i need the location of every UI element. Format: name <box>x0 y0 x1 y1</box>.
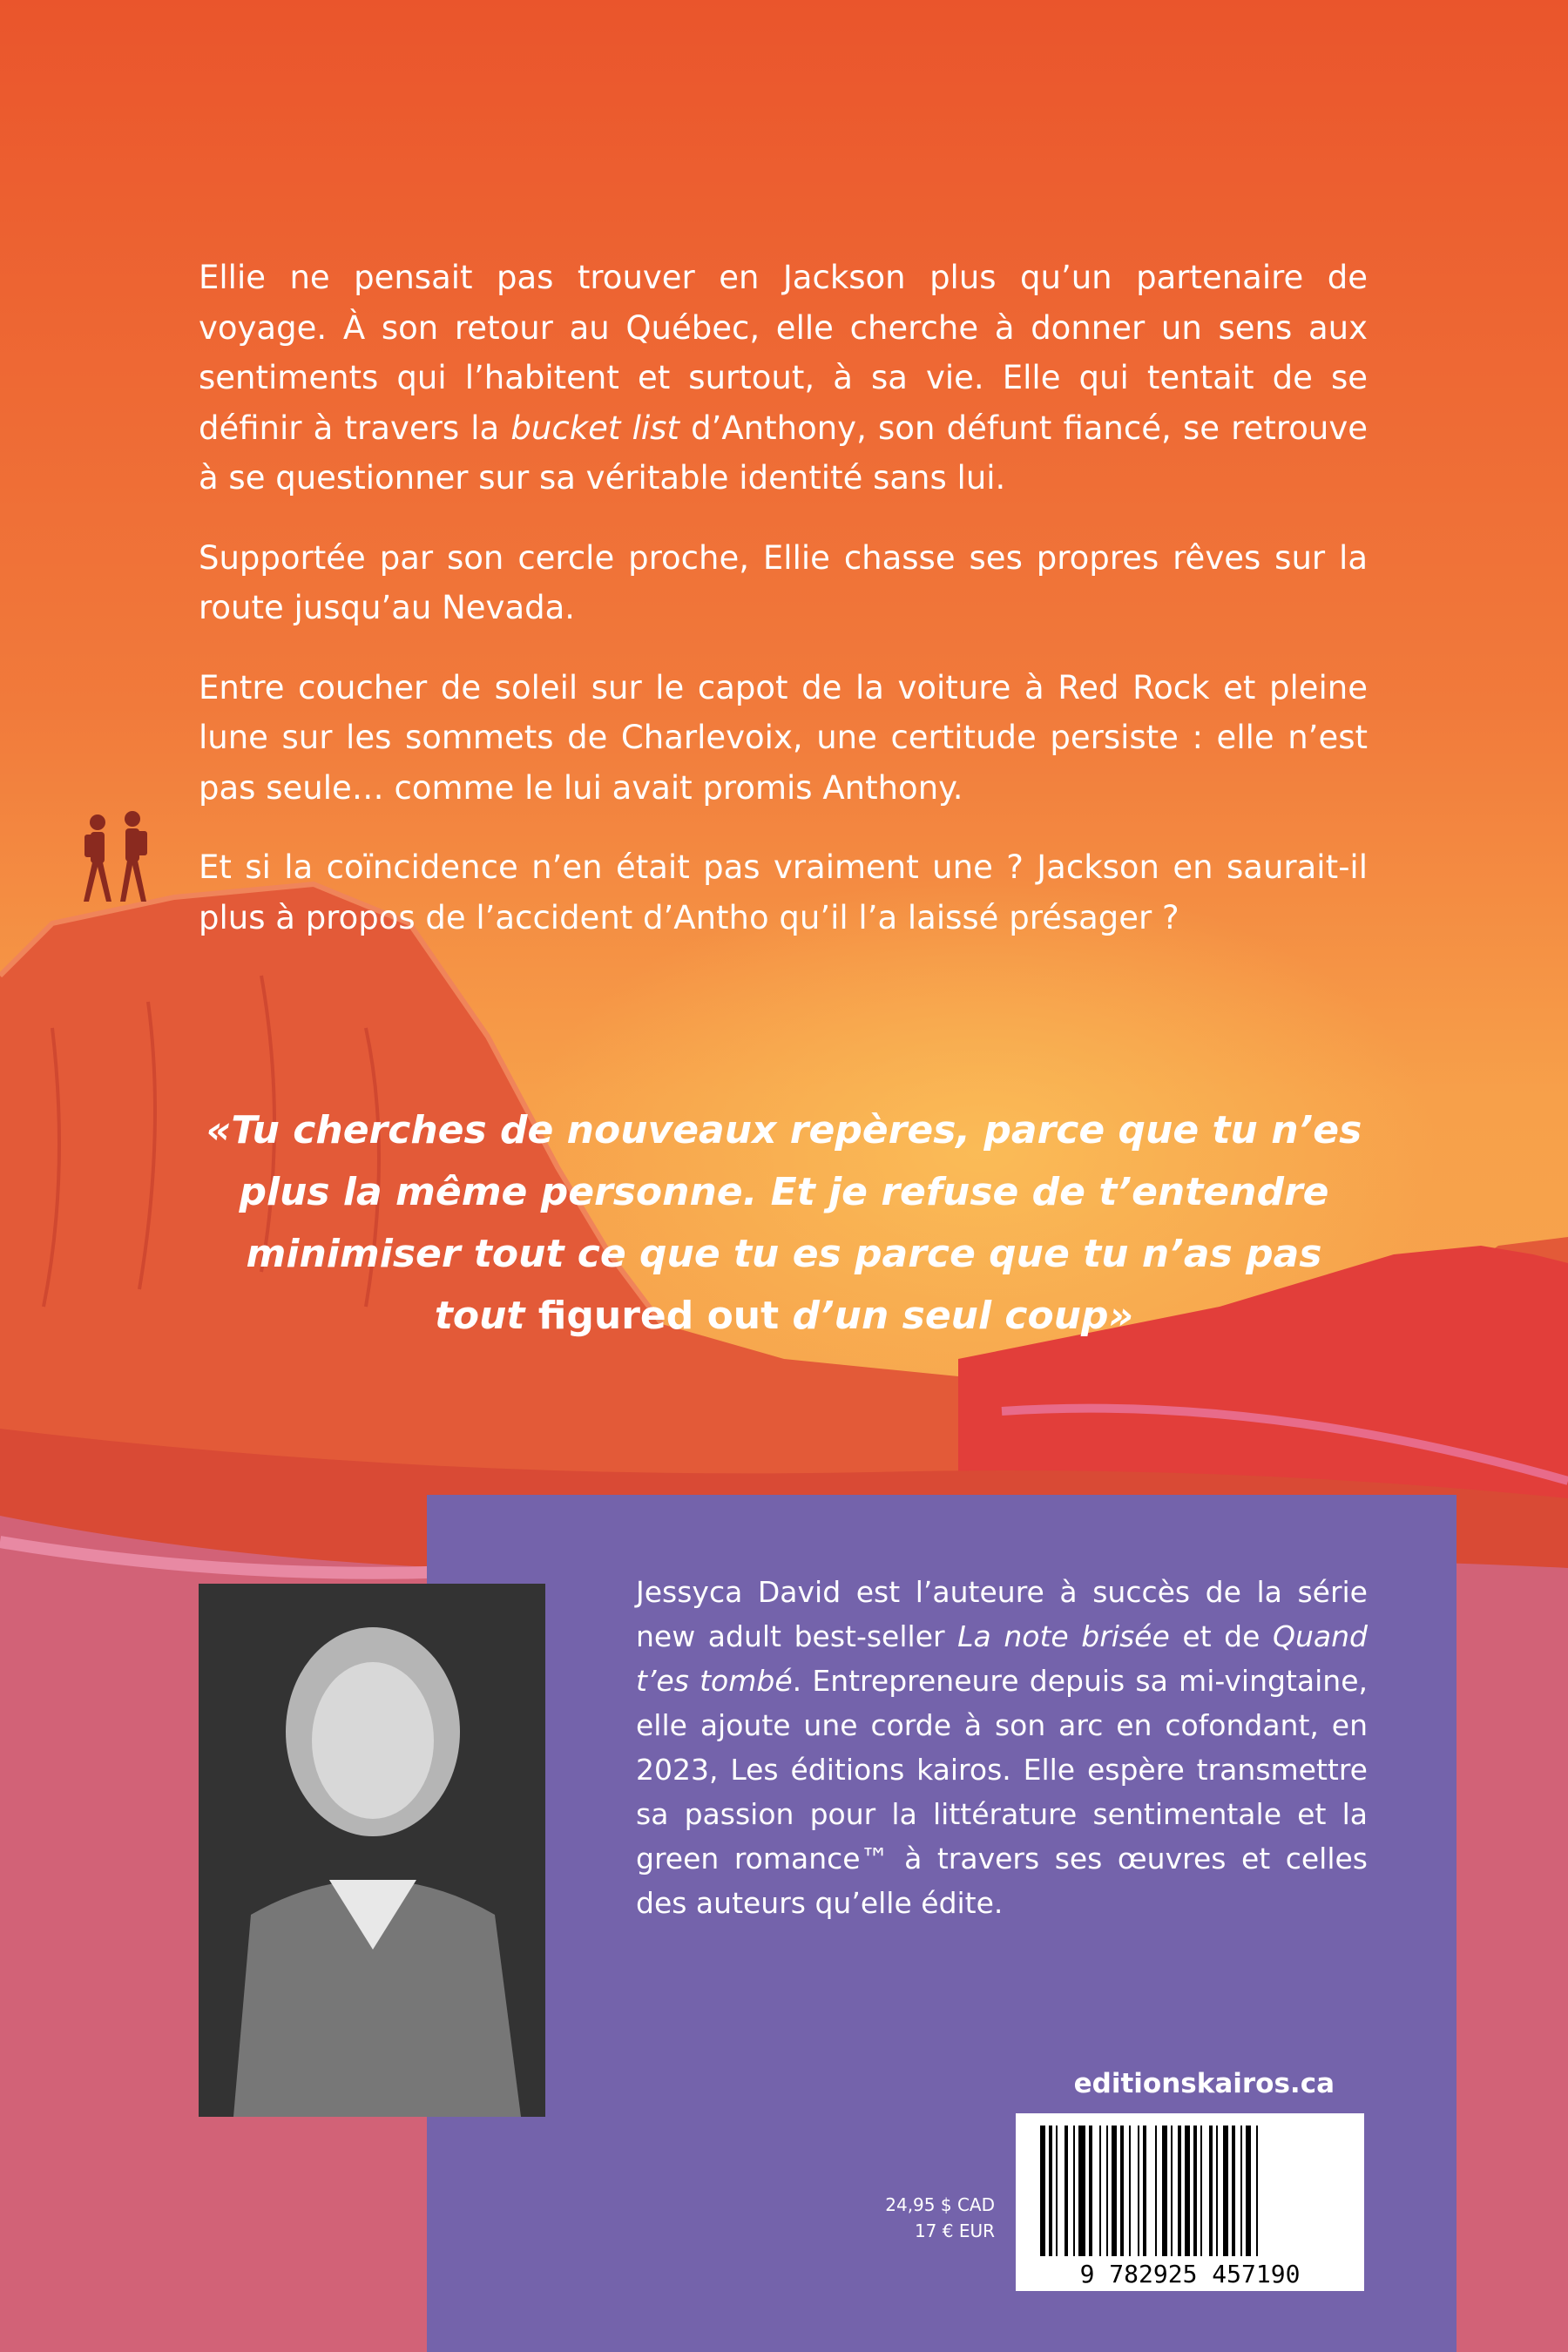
barcode-bar <box>1193 2126 1197 2256</box>
barcode-bar <box>1040 2126 1045 2256</box>
barcode-bar <box>1256 2126 1258 2256</box>
barcode-bar <box>1064 2126 1068 2256</box>
barcode-bar <box>1216 2126 1218 2256</box>
price-cad: 24,95 $ CAD <box>885 2194 995 2215</box>
barcode-bar <box>1143 2126 1146 2256</box>
barcode-bar <box>1232 2126 1235 2256</box>
barcode-bar <box>1162 2126 1167 2256</box>
barcode-bar <box>1049 2126 1052 2256</box>
price-block <box>836 2192 995 2244</box>
synopsis-paragraph-2: Supportée par son cercle proche, Ellie chasse ses propres rêves sur la route jusqu’au Nevada. <box>199 538 1368 626</box>
barcode-bar <box>1246 2126 1251 2256</box>
barcode-bar <box>1112 2126 1117 2256</box>
publisher-website[interactable]: editionskairos.ca <box>1073 2068 1335 2099</box>
barcode-bar <box>1200 2126 1202 2256</box>
pull-quote: «Tu cherches de nouveaux repères, parce que tu n’es plus la même personne. Et je refuse de t’entendre minimiser tout ce que tu es parce que tu n’as pas tout figured out d’un seul coup» <box>206 1108 1362 1338</box>
barcode-bar <box>1209 2126 1213 2256</box>
isbn-digits: 9 782925 457190 <box>1079 2260 1301 2288</box>
barcode-bar <box>1120 2126 1124 2256</box>
barcode-bar <box>1073 2126 1075 2256</box>
barcode-bars <box>1040 2126 1258 2256</box>
barcode-bar <box>1223 2126 1228 2256</box>
barcode-bar <box>1155 2126 1157 2256</box>
synopsis <box>199 253 1368 972</box>
synopsis-paragraph-1: Ellie ne pensait pas trouver en Jackson plus qu’un partenaire de voyage. À son retour au Québec, elle cherche à donner un sens aux sentiments qui l’habitent et surtout, à sa vie. Elle qui tentait de se définir à travers la bucket list d’Anthony, son défunt fiancé, se retrouve à se questionner sur sa véritable identité sans lui. <box>199 259 1368 497</box>
barcode-bar <box>1099 2126 1101 2256</box>
barcode-bar <box>1056 2126 1058 2256</box>
barcode-bar <box>1178 2126 1181 2256</box>
price-eur: 17 € EUR <box>914 2220 995 2241</box>
synopsis-paragraph-4: Et si la coïncidence n’en était pas vraiment une ? Jackson en saurait-il plus à propos de l’accident d’Antho qu’il l’a laissé présager ? <box>199 848 1368 936</box>
barcode-bar <box>1078 2126 1085 2256</box>
barcode-bar <box>1138 2126 1139 2256</box>
author-photo <box>199 1584 545 2117</box>
barcode <box>1016 2113 1364 2291</box>
barcode-bar <box>1185 2126 1190 2256</box>
barcode-bar <box>1129 2126 1131 2256</box>
barcode-bar <box>1240 2126 1242 2256</box>
barcode-bar <box>1106 2126 1108 2256</box>
barcode-bar <box>1089 2126 1092 2256</box>
synopsis-paragraph-3: Entre coucher de soleil sur le capot de la voiture à Red Rock et pleine lune sur les sommets de Charlevoix, une certitude persiste : elle n’est pas seule… comme le lui avait promis Anthony. <box>199 668 1368 807</box>
author-bio: Jessyca David est l’auteure à succès de la série new adult best-seller La note brisée et de Quand t’es tombé. Entrepreneure depuis sa mi-vingtaine, elle ajoute une corde à son arc en cofondant, en 2023, Les éditions kairos. Elle espère transmettre sa passion pour la littérature sentimentale et la green romance™ à travers ses œuvres et celles des auteurs qu’elle édite. <box>636 1575 1368 1920</box>
barcode-bar <box>1171 2126 1173 2256</box>
